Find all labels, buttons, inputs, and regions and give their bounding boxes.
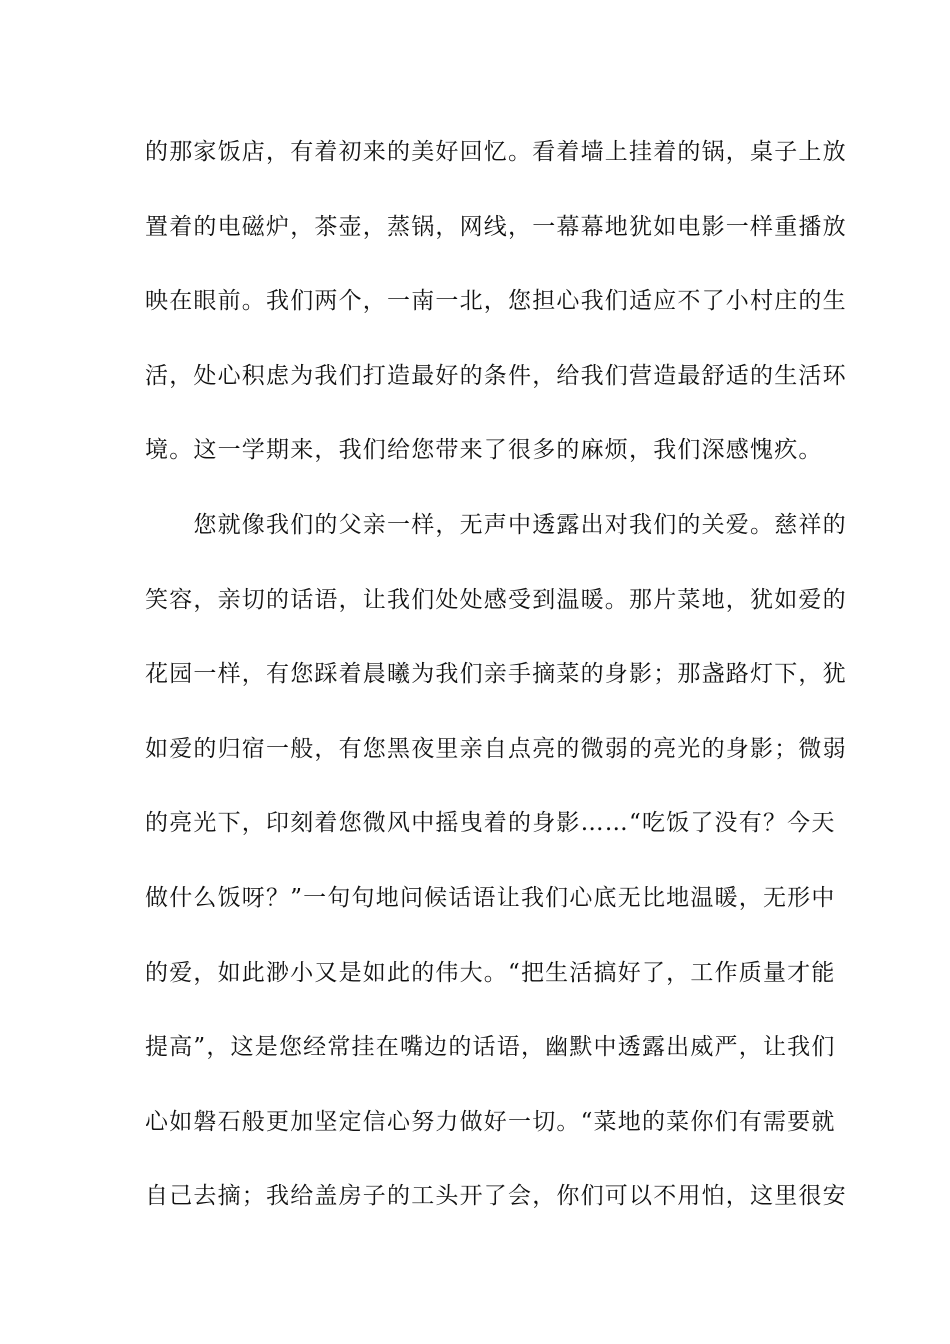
text-line: 如爱的归宿一般，有您黑夜里亲自点亮的微弱的亮光的身影；微弱 (145, 735, 847, 762)
text-line: 置着的电磁炉，茶壶，蒸锅，网线，一幕幕地犹如电影一样重播放 (145, 213, 847, 240)
text-line: 笑容，亲切的话语，让我们处处感受到温暖。那片菜地，犹如爱的 (145, 586, 847, 613)
text-line: 境。这一学期来，我们给您带来了很多的麻烦，我们深感愧疚。 (145, 437, 823, 464)
body-text (145, 127, 847, 1246)
text-line: 您就像我们的父亲一样，无声中透露出对我们的关爱。慈祥的 (145, 511, 847, 538)
text-line: 自己去摘；我给盖房子的工头开了会，你们可以不用怕，这里很安 (145, 1183, 847, 1210)
text-line: 花园一样，有您踩着晨曦为我们亲手摘菜的身影；那盏路灯下，犹 (145, 661, 847, 688)
text-line: 的爱，如此渺小又是如此的伟大。“把生活搞好了，工作质量才能 (145, 959, 836, 986)
text-line: 心如磐石般更加坚定信心努力做好一切。“菜地的菜你们有需要就 (145, 1108, 836, 1135)
text-line: 映在眼前。我们两个，一南一北，您担心我们适应不了小村庄的生 (145, 288, 847, 315)
text-line: 提高”，这是您经常挂在嘴边的话语，幽默中透露出威严，让我们 (145, 1034, 836, 1061)
text-line: 的那家饭店，有着初来的美好回忆。看着墙上挂着的锅，桌子上放 (145, 139, 847, 165)
text-line: 做什么饭呀？”一句句地问候话语让我们心底无比地温暖，无形中 (145, 884, 836, 911)
text-line: 的亮光下，印刻着您微风中摇曳着的身影……“吃饭了没有？今天 (145, 810, 836, 837)
text-line: 活，处心积虑为我们打造最好的条件，给我们营造最舒适的生活环 (145, 362, 847, 389)
